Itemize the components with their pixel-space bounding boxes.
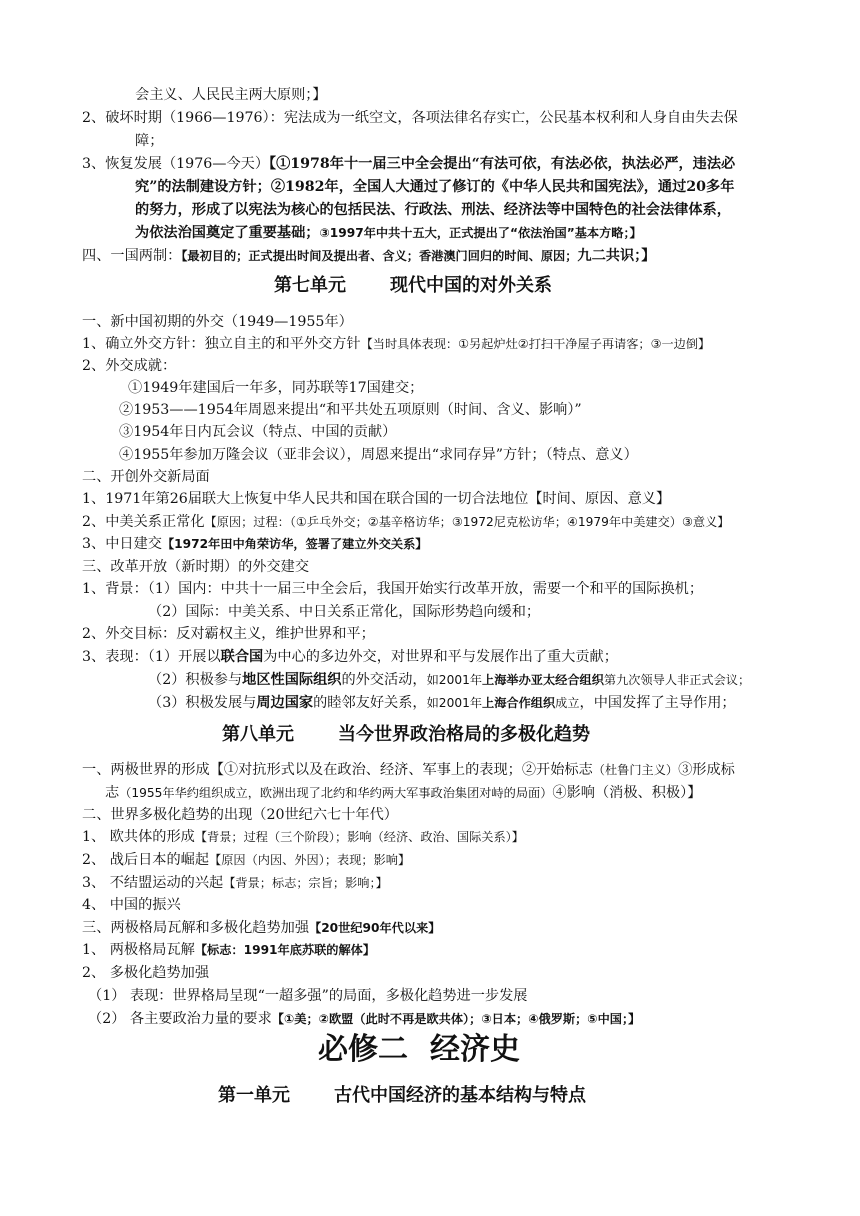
unit-7-heading: 第七单元 现代中国的对外关系 [274,275,552,296]
text-line: 障； [135,133,164,149]
text-line: （2）积极参与地区性国际组织的外交活动，如2001年上海举办亚太经合组织第九次领导人非正式会议； [148,672,751,688]
text-line: （1） 表现：世界格局呈现“一超多强”的局面，多极化趋势进一步发展 [88,988,528,1004]
text-line: 2、中美关系正常化【原因；过程：（①乒乓外交；②基辛格访华；③1972尼克松访华；④1979年中美建交）③意义】 [82,514,730,530]
text-line: （2）国际：中美关系、中日关系正常化，国际形势趋向缓和； [148,604,541,620]
text-line: 3、恢复发展（1976—今天）【①1978年十一届三中全会提出“有法可依，有法必依，执法必严，违法必 [82,156,736,172]
text-line: 2、 多极化趋势加强 [82,965,210,981]
text-line: 1、1971年第26届联大上恢复中华人民共和国在联合国的一切合法地位【时间、原因、意义】 [82,491,671,507]
text-line: 2、 战后日本的崛起【原因（内因、外因）；表现；影响】 [82,852,411,868]
text-line: 为依法治国奠定了重要基础；③1997年中共十五大，正式提出了“依法治国”基本方略；】 [135,225,642,241]
text-line: 1、 欧共体的形成【背景；过程（三个阶段）；影响（经济、政治、国际关系）】 [82,829,524,845]
unit-8-heading: 第八单元 当今世界政治格局的多极化趋势 [222,724,590,745]
text-line: 4、 中国的振兴 [82,897,181,913]
text-line: ③1954年日内瓦会议（特点、中国的贡献） [119,424,397,440]
text-line: 志（1955年华约组织成立，欧洲出现了北约和华约两大军事政治集团对峙的局面）④影响（消极、积极）】 [105,785,702,801]
text-line: 2、外交成就： [82,358,177,374]
text-line: 2、外交目标：反对霸权主义，维护世界和平； [82,626,375,642]
text-line: 三、两极格局瓦解和多极化趋势加强【20世纪90年代以来】 [82,920,441,936]
text-line: 四、一国两制：【最初目的；正式提出时间及提出者、含义；香港澳门回归的时间、原因；九二共识；】 [82,248,656,264]
text-line: 一、两极世界的形成【①对抗形式以及在政治、经济、军事上的表现；②开始标志（杜鲁门主义）③形成标 [82,762,735,778]
text-line: 会主义、人民民主两大原则；】 [135,87,327,103]
text-line: （2） 各主要政治力量的要求【①美；②欧盟（此时不再是欧共体）；③日本；④俄罗斯；⑤中国；】 [88,1011,641,1027]
text-line: 3、 不结盟运动的兴起【背景；标志；宗旨；影响；】 [82,875,388,891]
text-line: 一、新中国初期的外交（1949—1955年） [82,314,353,330]
text-line: 的努力，形成了以宪法为核心的包括民法、行政法、刑法、经济法等中国特色的社会法律体系， [135,202,731,218]
text-line: 2、破坏时期（1966—1976）：宪法成为一纸空文，各项法律名存实亡，公民基本权利和人身自由失去保 [82,110,738,126]
unit-1-heading: 第一单元 古代中国经济的基本结构与特点 [218,1085,586,1106]
text-line: 1、 两极格局瓦解【标志：1991年底苏联的解体】 [82,942,376,958]
text-line: 究”的法制建设方针；②1982年，全国人大通过了修订的《中华人民共和国宪法》，通过20多年 [135,179,735,195]
text-line: 1、确立外交方针：独立自主的和平外交方针【当时具体表现：①另起炉灶②打扫干净屋子再请客；③一边倒】 [82,336,711,352]
text-line: ②1953——1954年周恩来提出“和平共处五项原则（时间、含义、影响）” [119,402,582,418]
text-line: 1、背景：（1）国内：中共十一届三中全会后，我国开始实行改革开放，需要一个和平的国际换机； [82,581,704,597]
text-line: 三、改革开放（新时期）的外交建交 [82,559,310,575]
text-line: 二、开创外交新局面 [82,469,210,485]
text-line: （3）积极发展与周边国家的睦邻友好关系，如2001年上海合作组织成立，中国发挥了主导作用； [148,695,736,711]
text-line: 3、中日建交【1972年田中角荣访华，签署了建立外交关系】 [82,536,428,552]
text-line: 3、表现：（1）开展以联合国为中心的多边外交，对世界和平与发展作出了重大贡献； [82,649,618,665]
text-line: 二、世界多极化趋势的出现（20世纪六七十年代） [82,807,398,823]
text-line: ④1955年参加万隆会议（亚非会议），周恩来提出“求同存异”方针；（特点、意义） [119,447,638,463]
compulsory-2-title: 必修二 经济史 [318,1032,520,1067]
text-line: ①1949年建国后一年多，同苏联等17国建交； [128,380,424,396]
